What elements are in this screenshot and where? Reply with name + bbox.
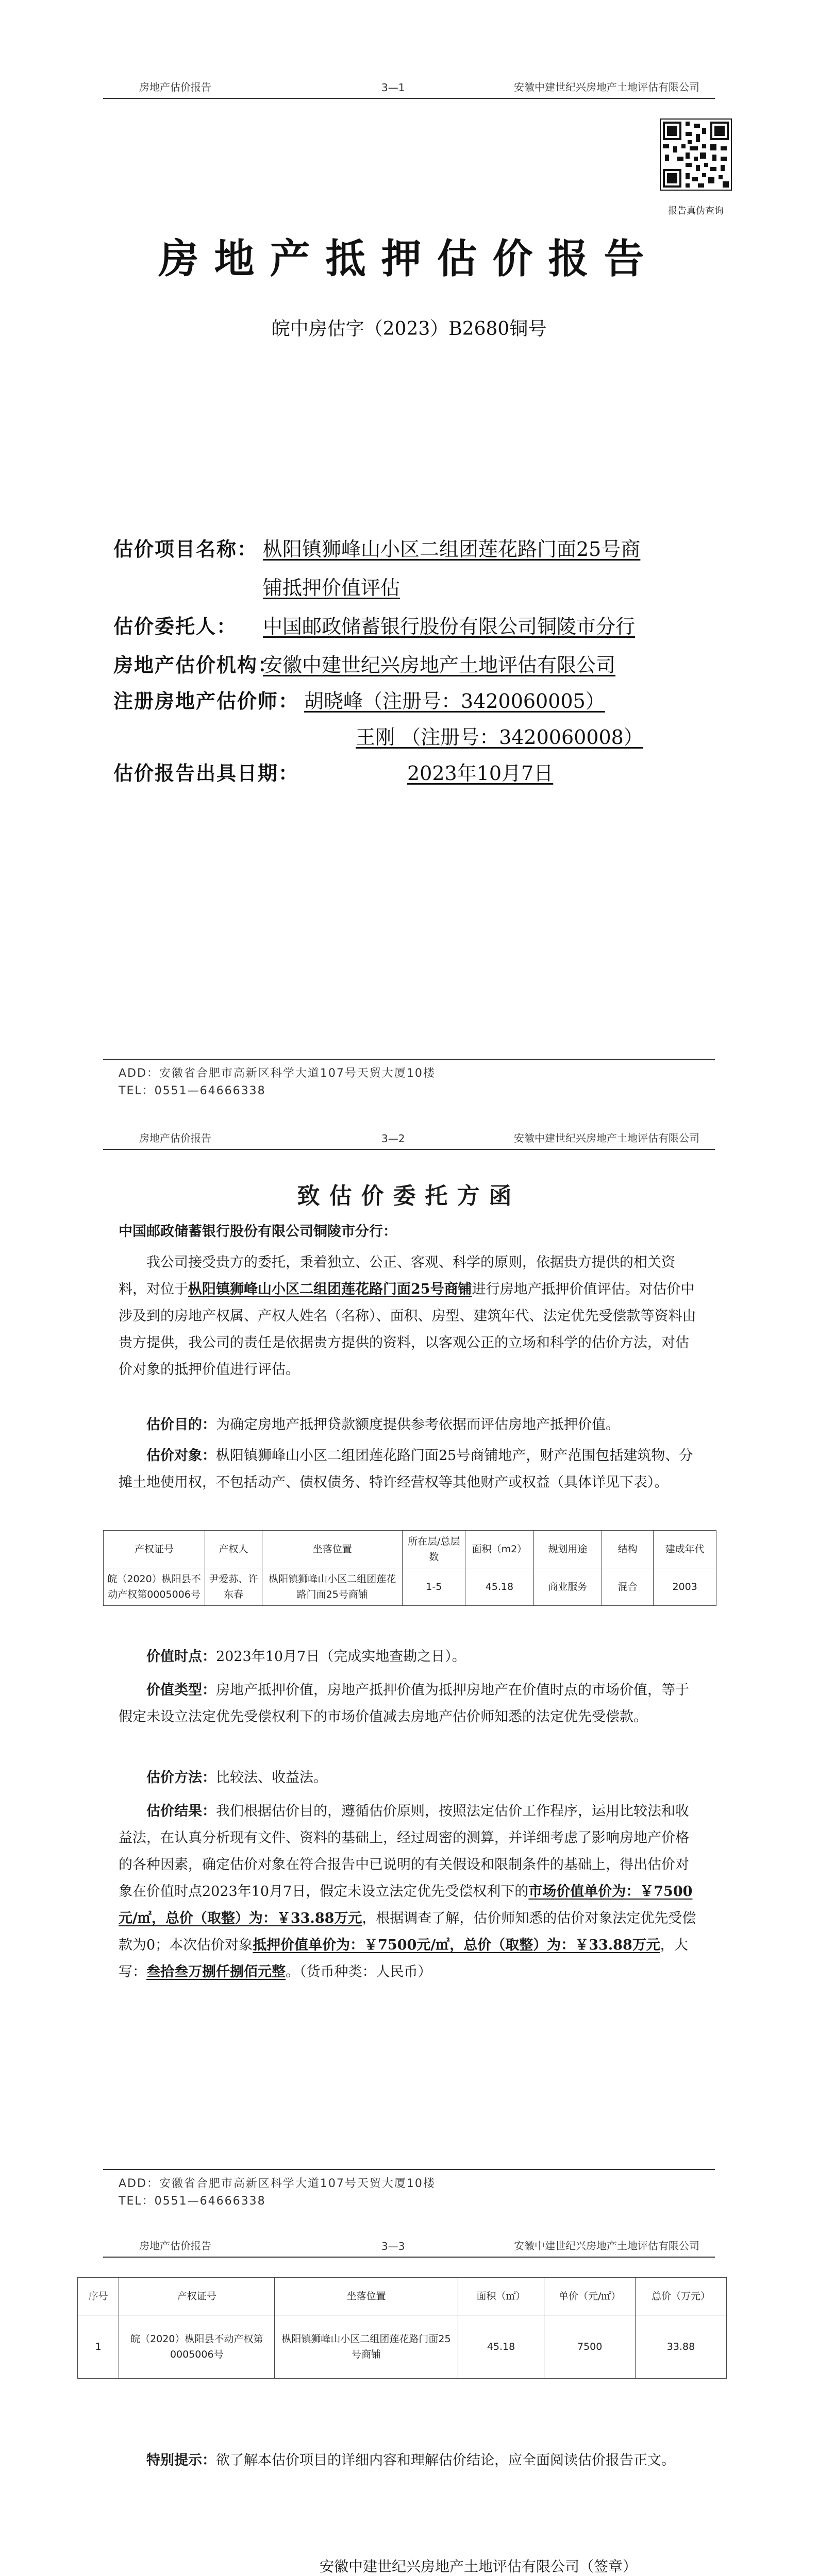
col-location: 坐落位置 bbox=[275, 2278, 458, 2315]
table-row bbox=[78, 2315, 727, 2379]
header-company: 安徽中建世纪兴房地产土地评估有限公司 bbox=[514, 2240, 699, 2252]
col-floor: 所在层/总层数 bbox=[403, 1531, 465, 1568]
letter-heading: 致估价委托方函 bbox=[297, 1183, 521, 1209]
result-text-c: ，大写： bbox=[119, 1937, 688, 1980]
valuation-table bbox=[77, 2277, 727, 2379]
result-mortgage-value: 抵押价值单价为：￥7500元/㎡，总价（取整）为：￥33.88万元 bbox=[253, 1937, 660, 1953]
date-label: 估价报告出具日期： bbox=[113, 761, 299, 785]
intro-paragraph bbox=[119, 1249, 701, 1383]
header-left: 房地产估价报告 bbox=[139, 1132, 211, 1144]
col-cert: 产权证号 bbox=[119, 2278, 275, 2315]
intro-text-c: 进行房地产抵押价值评估。对估价中涉及到的房地产权属、产权人姓名（名称）、面积、房型、建筑年代、法定优先受偿款等资料由贵方提供，我公司的责任是依据贵方提供的资料，以客观公正的立场和科学的估价方法，对估价对象的抵押价值进行评估。 bbox=[119, 1281, 696, 1378]
org-value: 安徽中建世纪兴房地产土地评估有限公司 bbox=[263, 654, 616, 676]
footer-tel: TEL：0551—64666338 bbox=[119, 2195, 266, 2208]
cell-location: 枞阳镇狮峰山小区二组团莲花路门面25号商铺 bbox=[275, 2315, 458, 2379]
object-text: 枞阳镇狮峰山小区二组团莲花路门面25号商铺地产，财产范围包括建筑物、分摊土地使用权，不包括动产、债权债务、特许经营权等其他财产或权益（具体详见下表）。 bbox=[119, 1448, 693, 1490]
cell-use: 商业服务 bbox=[533, 1568, 602, 1606]
signature-company: 安徽中建世纪兴房地产土地评估有限公司（签章） bbox=[320, 2558, 638, 2575]
intro-text-a: 我公司接受贵方的委托，秉着独立、公正、客观、科学的原则，依据贵方提供的相关资料，对位于 bbox=[119, 1255, 675, 1297]
table-row bbox=[104, 1568, 716, 1606]
page-header bbox=[103, 77, 715, 99]
cell-unit-price: 7500 bbox=[544, 2315, 636, 2379]
col-total-price: 总价（万元） bbox=[635, 2278, 726, 2315]
project-value-line1: 枞阳镇狮峰山小区二组团莲花路门面25号商 bbox=[263, 538, 641, 561]
notice-label: 特别提示： bbox=[146, 2452, 216, 2468]
cell-floor: 1-5 bbox=[403, 1568, 465, 1606]
col-area: 面积（㎡） bbox=[458, 2278, 544, 2315]
qr-caption: 报告真伪查询 bbox=[668, 206, 724, 216]
addressee: 中国邮政储蓄银行股份有限公司铜陵市分行： bbox=[119, 1224, 397, 1240]
object-label: 估价对象： bbox=[146, 1448, 216, 1464]
result-paragraph bbox=[119, 1798, 701, 1986]
header-company: 安徽中建世纪兴房地产土地评估有限公司 bbox=[514, 1132, 699, 1144]
project-value-line2: 铺抵押价值评估 bbox=[263, 577, 400, 599]
header-page-number: 3—2 bbox=[381, 1132, 405, 1145]
cell-owner: 尹爱荪、许东春 bbox=[205, 1568, 262, 1606]
vdate-paragraph bbox=[119, 1643, 701, 1670]
vtype-paragraph bbox=[119, 1677, 701, 1731]
report-title: 房地产抵押估价报告 bbox=[158, 235, 660, 282]
vtype-label: 价值类型： bbox=[146, 1682, 216, 1698]
col-year: 建成年代 bbox=[654, 1531, 716, 1568]
notice-text: 欲了解本估价项目的详细内容和理解估价结论，应全面阅读估价报告正文。 bbox=[216, 2452, 675, 2468]
result-text-b: ，根据调查了解，估价师知悉的估价对象法定优先受偿款为0；本次估价对象 bbox=[119, 1910, 696, 1953]
appraiser-label: 注册房地产估价师： bbox=[113, 689, 299, 713]
method-label: 估价方法： bbox=[146, 1770, 216, 1786]
col-owner: 产权人 bbox=[205, 1531, 262, 1568]
cell-structure: 混合 bbox=[602, 1568, 654, 1606]
footer-tel: TEL：0551—64666338 bbox=[119, 1084, 266, 1097]
result-market-value: 市场价值单价为：￥7500元/㎡，总价（取整）为：￥33.88万元 bbox=[119, 1884, 693, 1926]
notice-paragraph bbox=[119, 2447, 701, 2474]
col-location: 坐落位置 bbox=[262, 1531, 403, 1568]
page-header bbox=[103, 1128, 715, 1150]
purpose-text: 为确定房地产抵押贷款额度提供参考依据而评估房地产抵押价值。 bbox=[216, 1417, 620, 1433]
result-amount-words: 叁拾叁万捌仟捌佰元整 bbox=[146, 1964, 286, 1980]
purpose-paragraph bbox=[119, 1412, 701, 1438]
col-area: 面积（m2） bbox=[465, 1531, 533, 1568]
appraiser-2: 王刚 （注册号：3420060008） bbox=[356, 726, 643, 749]
cell-cert: 皖（2020）枞阳县不动产权第0005006号 bbox=[104, 1568, 205, 1606]
result-label: 估价结果： bbox=[146, 1803, 216, 1819]
header-page-number: 3—3 bbox=[381, 2240, 405, 2252]
result-text-a: 我们根据估价目的，遵循估价原则，按照法定估价工作程序，运用比较法和收益法，在认真分析现有文件、资料的基础上，经过周密的测算，并详细考虑了影响房地产价格的各种因素，确定估价对象在符合报告中已说明的有关假设和限制条件的基础上，得出估价对象在价值时点2023年10月7日，假定未设立法定优先受偿权利下的 bbox=[119, 1803, 689, 1900]
cell-area: 45.18 bbox=[458, 2315, 544, 2379]
intro-subject: 枞阳镇狮峰山小区二组团莲花路门面25号商铺 bbox=[188, 1281, 472, 1297]
result-text-d: 。（货币种类：人民币） bbox=[286, 1964, 432, 1980]
vtype-text: 房地产抵押价值，房地产抵押价值为抵押房地产在价值时点的市场价值，等于假定未设立法定优先受偿权利下的市场价值减去房地产估价师知悉的法定优先受偿款。 bbox=[119, 1682, 689, 1725]
cell-area: 45.18 bbox=[465, 1568, 533, 1606]
cell-cert: 皖（2020）枞阳县不动产权第0005006号 bbox=[119, 2315, 275, 2379]
method-text: 比较法、收益法。 bbox=[216, 1770, 327, 1786]
qr-code-icon[interactable] bbox=[660, 118, 732, 191]
col-use: 规划用途 bbox=[533, 1531, 602, 1568]
header-left: 房地产估价报告 bbox=[139, 2240, 211, 2252]
summary-page bbox=[0, 2215, 818, 2576]
object-paragraph bbox=[119, 1443, 701, 1496]
client-value: 中国邮政储蓄银行股份有限公司铜陵市分行 bbox=[263, 615, 636, 638]
org-label: 房地产估价机构： bbox=[113, 653, 279, 676]
header-company: 安徽中建世纪兴房地产土地评估有限公司 bbox=[514, 81, 699, 93]
appraiser-1: 胡晓峰（注册号：3420060005） bbox=[304, 690, 605, 713]
table-header-row bbox=[104, 1531, 716, 1568]
footer-address: ADD：安徽省合肥市高新区科学大道107号天贸大厦10楼 bbox=[119, 1067, 436, 1080]
page-footer bbox=[103, 1059, 715, 1100]
cell-location: 枞阳镇狮峰山小区二组团莲花路门面25号商铺 bbox=[262, 1568, 403, 1606]
cell-year: 2003 bbox=[654, 1568, 716, 1606]
purpose-label: 估价目的： bbox=[146, 1417, 216, 1433]
header-left: 房地产估价报告 bbox=[139, 81, 211, 93]
letter-page bbox=[0, 1108, 818, 2215]
footer-address: ADD：安徽省合肥市高新区科学大道107号天贸大厦10楼 bbox=[119, 2177, 436, 2190]
vdate-text: 2023年10月7日（完成实地查勘之日）。 bbox=[216, 1649, 466, 1665]
cell-total-price: 33.88 bbox=[635, 2315, 726, 2379]
vdate-label: 价值时点： bbox=[146, 1649, 216, 1665]
table-header-row bbox=[78, 2278, 727, 2315]
col-index: 序号 bbox=[78, 2278, 119, 2315]
col-cert: 产权证号 bbox=[104, 1531, 205, 1568]
page-header bbox=[103, 2236, 715, 2258]
cover-page bbox=[0, 0, 818, 1108]
col-structure: 结构 bbox=[602, 1531, 654, 1568]
client-label: 估价委托人： bbox=[113, 615, 238, 638]
document-number: 皖中房估字（2023）B2680铜号 bbox=[271, 318, 547, 340]
property-table bbox=[103, 1530, 716, 1606]
page-footer bbox=[103, 2169, 715, 2210]
method-paragraph bbox=[119, 1765, 701, 1791]
date-value: 2023年10月7日 bbox=[407, 762, 554, 785]
header-page-number: 3—1 bbox=[381, 81, 405, 94]
cell-index: 1 bbox=[78, 2315, 119, 2379]
project-label: 估价项目名称： bbox=[113, 537, 258, 561]
col-unit-price: 单价（元/㎡） bbox=[544, 2278, 636, 2315]
